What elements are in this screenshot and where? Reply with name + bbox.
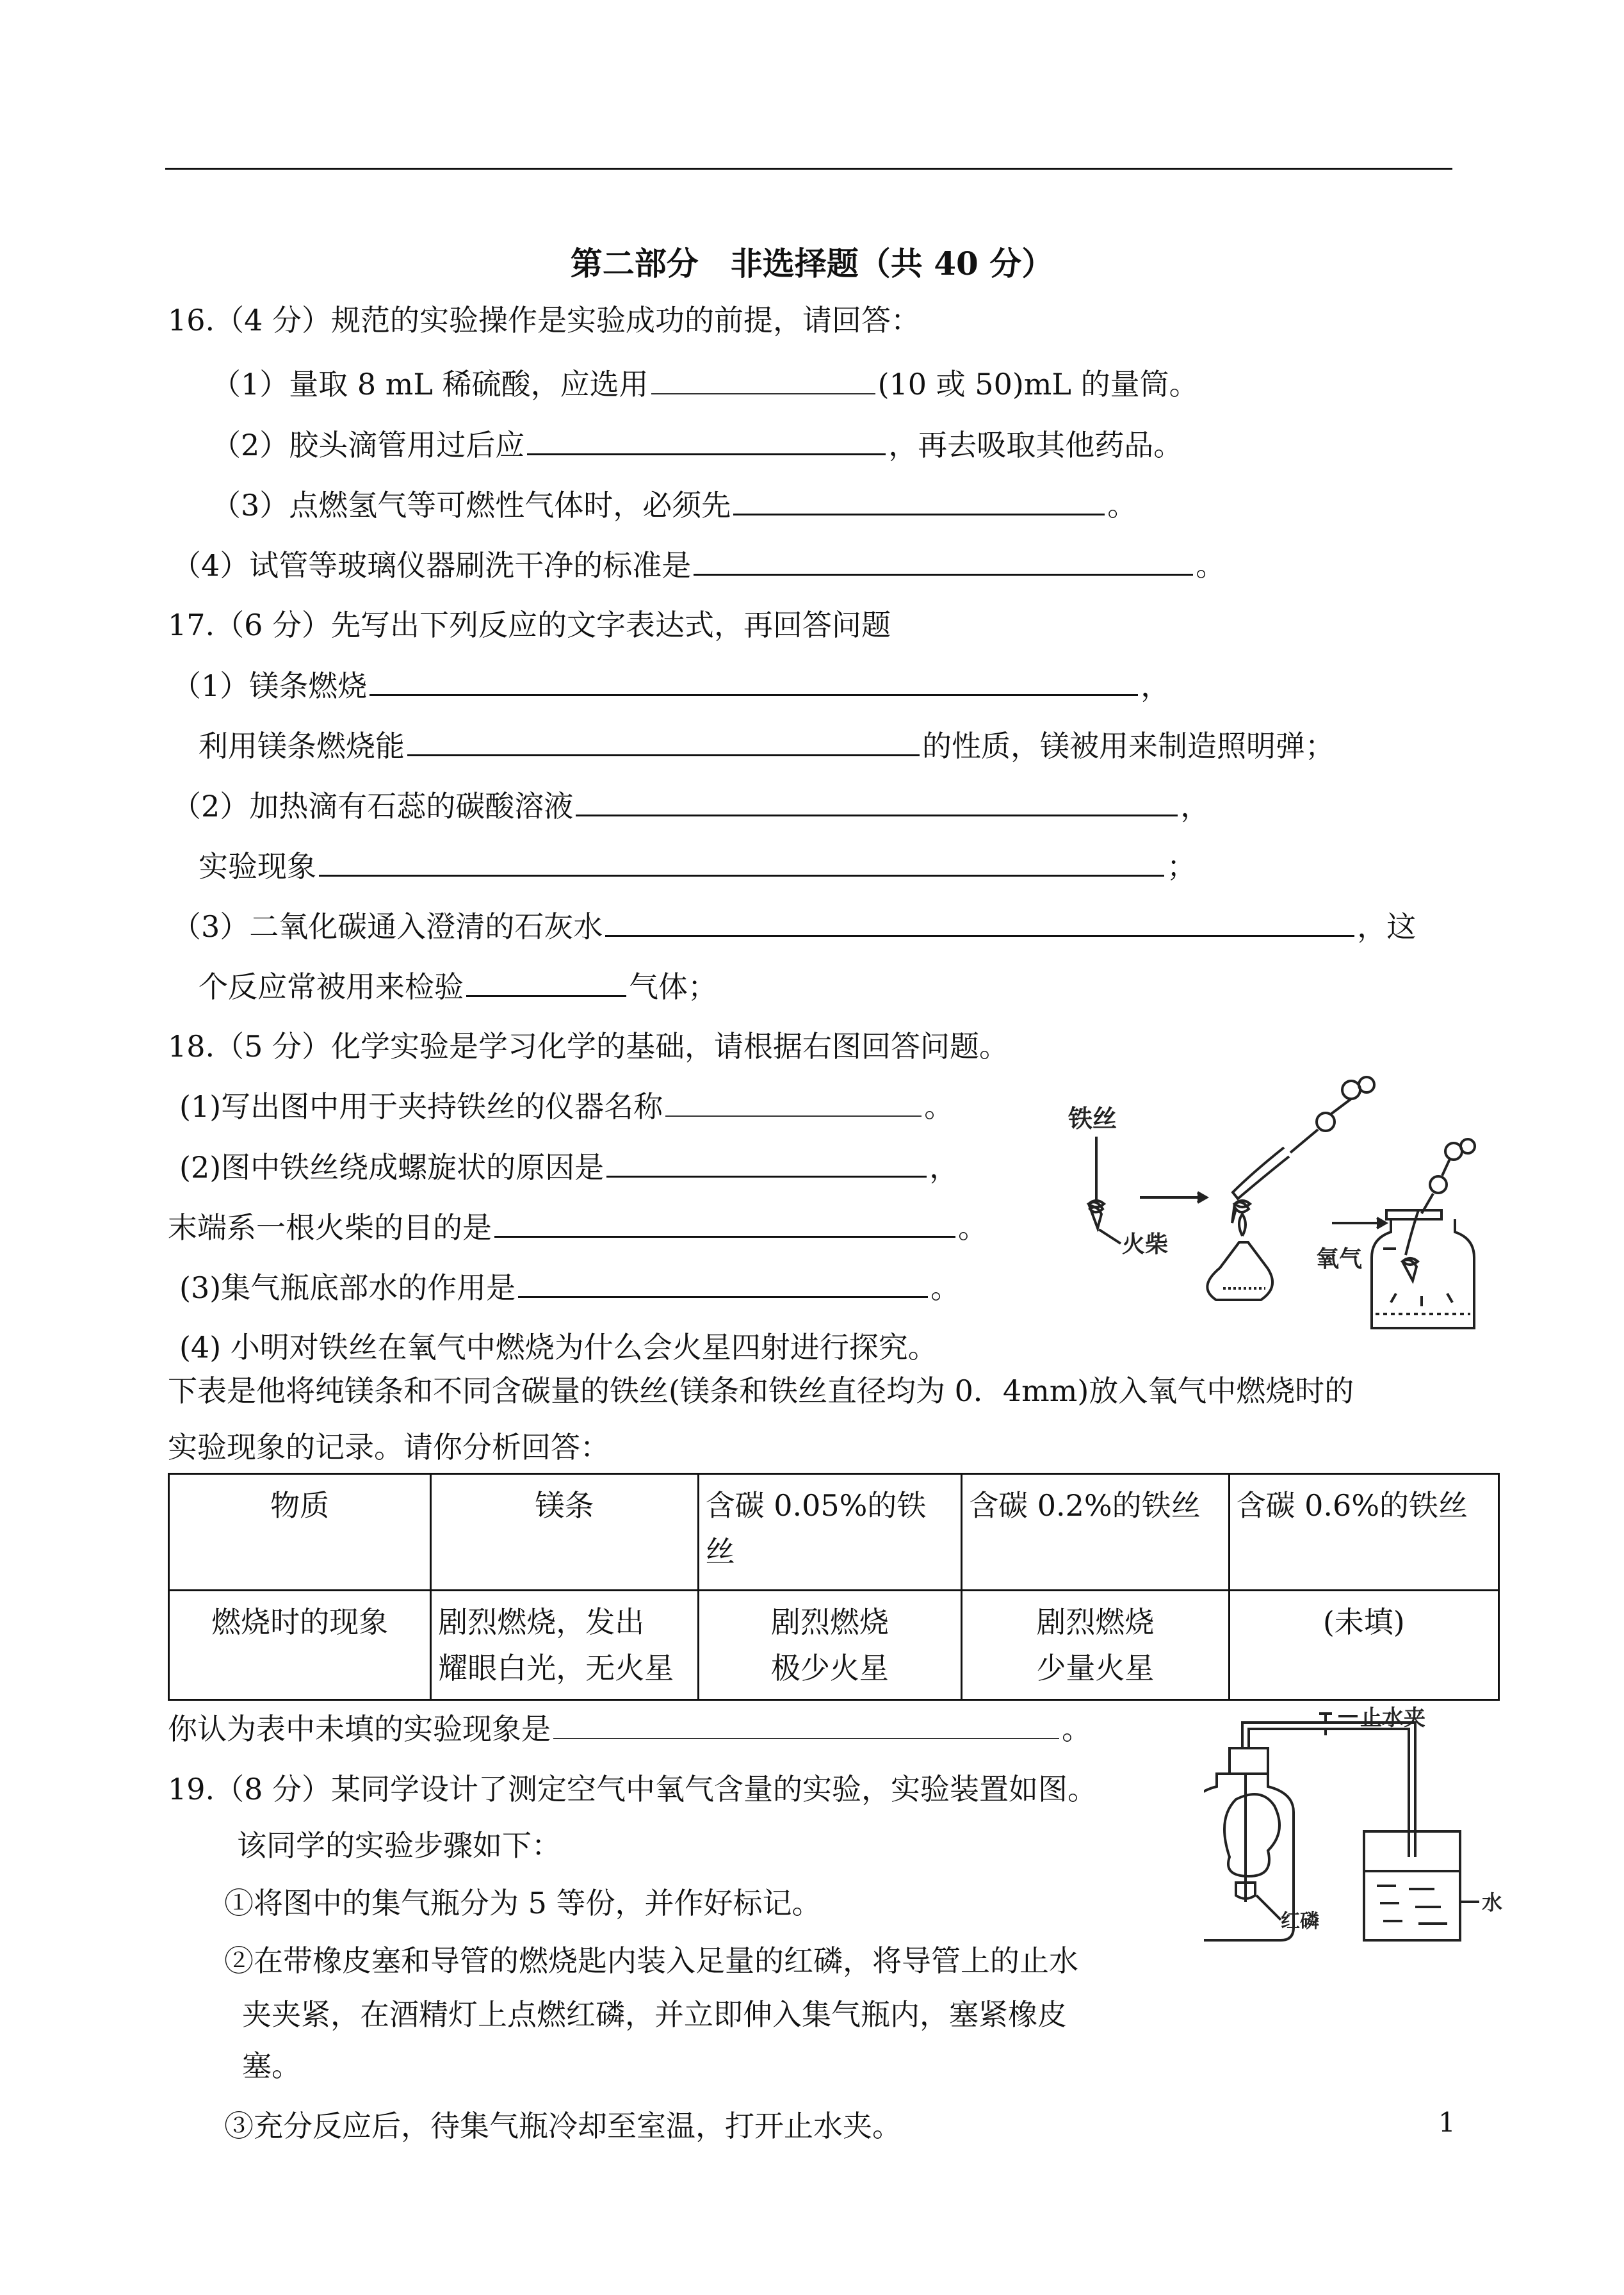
q18-part4: (4) 小明对铁丝在氧气中燃烧为什么会火星四射进行探究。 [179,1330,938,1365]
q17-part2: （2）加热滴有石蕊的碳酸溶液 ， [172,786,1210,825]
q18-after-table: 你认为表中未填的实验现象是 。 [168,1710,1091,1748]
page-number: 1 [1438,2107,1456,2138]
table-header-row [169,1474,1499,1591]
q16-answer-blank-3[interactable] [733,485,1105,515]
table-cell-unfilled[interactable]: (未填) [1229,1591,1498,1700]
q17-answer-blank-6[interactable] [466,967,626,997]
label-water: 水 [1482,1890,1503,1915]
q16-answer-blank-4[interactable] [694,546,1193,576]
q19-step1: ①将图中的集气瓶分为 5 等份，并作好标记。 [224,1886,822,1920]
table-header-cell: 含碳 0.2%的铁丝 [962,1474,1229,1591]
header-rule [165,168,1452,170]
q17-part1-cont: 利用镁条燃烧能 的性质，镁被用来制造照明弹； [199,726,1335,765]
q17-part3: （3）二氧化碳通入澄清的石灰水 ，这 [172,907,1416,946]
table-cell: 剧烈燃烧，发出 耀眼白光，无火星 [431,1591,698,1700]
q17-part2-cont: 实验现象 ； [199,847,1196,886]
q18-part4-cont2: 实验现象的记录。请你分析回答： [168,1430,610,1464]
q16-part4: （4）试管等玻璃仪器刷洗干净的标准是 。 [172,546,1225,585]
table-header-cell: 物质 [169,1474,431,1591]
q16-answer-blank-2[interactable] [527,425,886,455]
q19-step2-cont2: 塞。 [242,2048,301,2083]
q17-stem: 17.（6 分）先写出下列反应的文字表达式，再回答问题 [168,608,891,642]
q17-answer-blank-1[interactable] [369,666,1138,696]
q16-part3: （3）点燃氢气等可燃性气体时，必须先 。 [211,485,1137,524]
label-match: 火柴 [1122,1231,1169,1258]
q18-part2-cont: 末端系一根火柴的目的是 。 [168,1208,987,1247]
q18-answer-blank-4[interactable] [518,1268,928,1298]
q18-answer-blank-5[interactable] [553,1710,1059,1739]
q17-part3-cont: 个反应常被用来检验 气体； [199,967,717,1006]
q18-part1: (1)写出图中用于夹持铁丝的仪器名称 。 [179,1087,954,1126]
iron-wire-combustion-figure [1063,1076,1479,1358]
q19-step3: ③充分反应后，待集气瓶冷却至室温，打开止水夹。 [224,2109,902,2143]
table-header-cell: 含碳 0.05%的铁丝 [698,1474,961,1591]
q19-intro: 该同学的实验步骤如下： [237,1828,561,1863]
label-phosphorus: 红磷 [1281,1910,1319,1933]
combustion-observation-table [168,1473,1500,1701]
q18-answer-blank-1[interactable] [665,1087,922,1117]
q18-part4-cont: 下表是他将纯镁条和不同含碳量的铁丝(镁条和铁丝直径均为 0．4mm)放入氧气中燃烧时的 [168,1374,1354,1408]
oxygen-measurement-apparatus-figure [1204,1703,1511,1985]
q16-answer-blank-1[interactable] [651,365,875,394]
table-row [169,1591,1499,1700]
q19-stem: 19.（8 分）某同学设计了测定空气中氧气含量的实验，实验装置如图。 [168,1772,1098,1806]
q17-answer-blank-5[interactable] [605,907,1354,937]
q18-stem: 18.（5 分）化学实验是学习化学的基础，请根据右图回答问题。 [168,1029,1009,1064]
q17-answer-blank-4[interactable] [319,847,1164,877]
table-row-label: 燃烧时的现象 [169,1591,431,1700]
q18-answer-blank-3[interactable] [494,1208,955,1238]
section-title: 第二部分 非选择题（共 40 分） [570,245,1054,282]
label-wire: 铁丝 [1068,1104,1117,1133]
q19-step2: ②在带橡皮塞和导管的燃烧匙内装入足量的红磷，将导管上的止水 [224,1943,1078,1978]
q18-part3: (3)集气瓶底部水的作用是 。 [179,1268,960,1307]
table-header-cell: 镁条 [431,1474,698,1591]
table-cell: 剧烈燃烧 极少火星 [698,1591,961,1700]
label-clamp: 止水夹 [1360,1705,1425,1731]
q16-stem: 16.（4 分）规范的实验操作是实验成功的前提，请回答： [168,303,921,337]
q16-part2: （2）胶头滴管用过后应 ，再去吸取其他药品。 [211,425,1183,464]
q16-part1: （1）量取 8 mL 稀硫酸，应选用 (10 或 50)mL 的量筒。 [211,365,1199,403]
q18-part2: (2)图中铁丝绕成螺旋状的原因是 ， [179,1148,959,1187]
table-header-cell: 含碳 0.6%的铁丝 [1229,1474,1498,1591]
label-oxygen: 氧气 [1316,1245,1363,1272]
q19-step2-cont: 夹夹紧，在酒精灯上点燃红磷，并立即伸入集气瓶内，塞紧橡皮 [242,1997,1067,2032]
q17-answer-blank-2[interactable] [407,726,920,756]
table-cell: 剧烈燃烧 少量火星 [962,1591,1229,1700]
q17-answer-blank-3[interactable] [576,786,1178,816]
q17-part1: （1）镁条燃烧 ， [172,666,1170,705]
q18-answer-blank-2[interactable] [606,1148,927,1178]
